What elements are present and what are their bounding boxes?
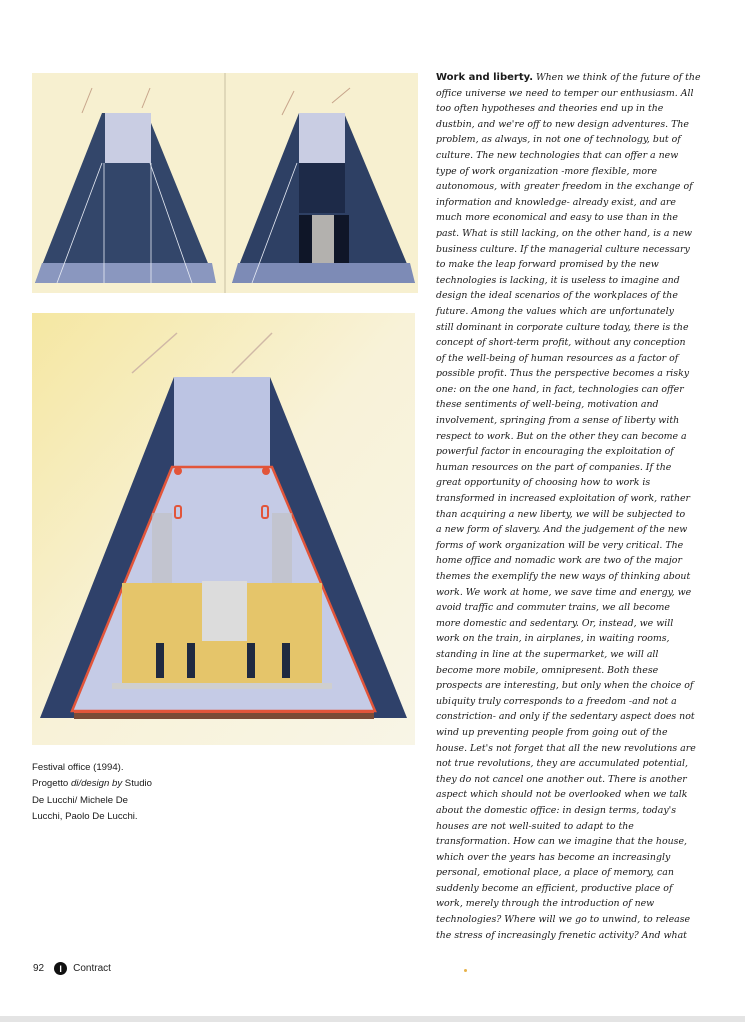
article-line: too often hypotheses and theories end up in the <box>436 103 664 115</box>
article-line: house. Let's not forget that all the new revolutions are <box>436 742 696 754</box>
article-line: transformed in increased exploitation of work, rather <box>436 493 691 505</box>
article-line: themes the exemplify the new ways of thinking about <box>436 571 691 582</box>
caption-line: Festival office (1994). <box>32 762 124 773</box>
article-text: When we think of the future of the <box>533 72 701 83</box>
article-line: aspect which should not be overlooked when we talk <box>436 789 688 801</box>
article-line: work. We work at home, we save time and energy, we <box>436 586 692 598</box>
elevation-drawings-figure <box>32 73 418 293</box>
article-line: personal, emotional place, a place of memory, can <box>436 867 674 879</box>
article-line: houses are not well-suited to adapt to the <box>436 820 634 832</box>
article-line: dustbin, and we're off to new design adventures. The <box>436 118 689 130</box>
section-drawing-illustration <box>32 313 415 745</box>
caption-line <box>32 776 222 792</box>
caption-line: De Lucchi/ Michele De <box>32 794 128 806</box>
article-line: they do not cancel one another out. There is another <box>436 773 687 785</box>
page-edge <box>0 1016 745 1022</box>
page-footer <box>33 962 111 975</box>
article-line: a new form of slavery. And the judgement of the new <box>436 524 688 536</box>
article-line: of the well-being of human resources as a factor of <box>436 352 679 364</box>
article-lines <box>436 86 694 944</box>
article-line: respect to work. But on the other they can become a <box>436 430 687 442</box>
article-line: not true revolutions, they are accumulated potential, <box>436 758 688 770</box>
top-tower <box>174 377 270 467</box>
article-line: these sentiments of well-being, motivation and <box>436 399 659 411</box>
article-line: wind up preventing people from going out of the <box>436 726 668 738</box>
article-line: concept of short-term profit, without any conception <box>436 337 686 349</box>
article-line: home office and nomadic work are two of the major <box>436 555 682 567</box>
article-line: office universe we need to temper our enthusiasm. All <box>436 87 694 99</box>
article-line: involvement, springing from a sense of liberty with <box>436 415 680 427</box>
article-line: the stress of increasingly frenetic activity? And what <box>436 929 687 941</box>
article-line: great opportunity of choosing how to work is <box>436 477 651 489</box>
article-line: problem, as always, in not one of technology, but of <box>436 134 681 146</box>
section-drawing-figure <box>32 313 415 745</box>
article-line: suddenly become an efficient, productive place of <box>436 882 673 894</box>
caption-text: Studio <box>122 778 153 790</box>
section-heading: Work and liberty. <box>436 72 534 83</box>
article-body <box>436 70 701 943</box>
article-line: standing in line at the supermarket, we will all <box>436 648 659 660</box>
elevation-drawings-illustration <box>32 73 418 293</box>
article-line: forms of work organization will be very critical. The <box>436 539 684 551</box>
article-line: possible profit. Thus the perspective becomes a risky <box>436 368 690 380</box>
article-line: culture. The new technologies that can offer a new <box>436 149 679 161</box>
article-line: to make the leap forward promised by the new <box>436 259 659 271</box>
article-line: type of work organization -more flexible, more <box>436 165 658 177</box>
article-line: powerful factor in encouraging the exploitation of <box>436 446 674 458</box>
article-line: still dominant in corporate culture today, there is the <box>436 321 689 333</box>
article-line: information and knowledge- already exist, and are <box>436 196 676 208</box>
article-line: design the ideal scenarios of the workplaces of the <box>436 290 678 302</box>
article-line: avoid traffic and commuter trains, we all become <box>436 602 670 614</box>
article-line: technologies? Where will we go to unwind, to release <box>436 914 691 926</box>
article-line <box>436 70 701 86</box>
article-line: which over the years has become an increasingly <box>436 851 671 863</box>
article-line: prospects are interesting, but only when the choice of <box>436 680 694 692</box>
article-line: work on the train, in airplanes, in waiting rooms, <box>436 633 670 645</box>
article-line: work, merely through the introduction of new <box>436 898 655 910</box>
article-line: about the domestic office: in design terms, today's <box>436 804 677 816</box>
article-line: one: on the one hand, in fact, technologies can offer <box>436 383 684 395</box>
caption-line: Lucchi, Paolo De Lucchi. <box>32 810 138 822</box>
article-line: past. What is still lacking, on the other hand, is a new <box>436 227 693 239</box>
figure-caption <box>32 760 222 825</box>
article-line: transformation. How can we imagine that the house, <box>436 836 687 848</box>
article-line: become more mobile, omnipresent. Both these <box>436 664 659 676</box>
article-line: much more economical and easy to use than in the <box>436 212 678 224</box>
print-speck <box>464 969 467 972</box>
article-line: more domestic and sedentary. Or, instead, we will <box>436 617 674 629</box>
article-line: ubiquity truly corresponds to a freedom -and not a <box>436 695 677 707</box>
article-line: than acquiring a new liberty, we will be subjected to <box>436 508 686 520</box>
page-number: 92 <box>33 963 45 974</box>
article-line: technologies is lacking, it is useless to imagine and <box>436 274 680 286</box>
section-name: Contract <box>73 963 111 974</box>
article-line: constriction- and only if the sedentary aspect does not <box>436 711 695 723</box>
magazine-logo-icon: I <box>54 962 67 975</box>
article-line: human resources on the part of companies. If the <box>436 461 672 473</box>
article-line: business culture. If the managerial culture necessary <box>436 243 690 255</box>
caption-italic-text: di/design by <box>70 778 123 790</box>
caption-text: Progetto <box>32 778 71 790</box>
article-line: future. Among the values which are unfortunately <box>436 305 674 317</box>
article-line: autonomous, with greater freedom in the exchange of <box>436 181 693 193</box>
